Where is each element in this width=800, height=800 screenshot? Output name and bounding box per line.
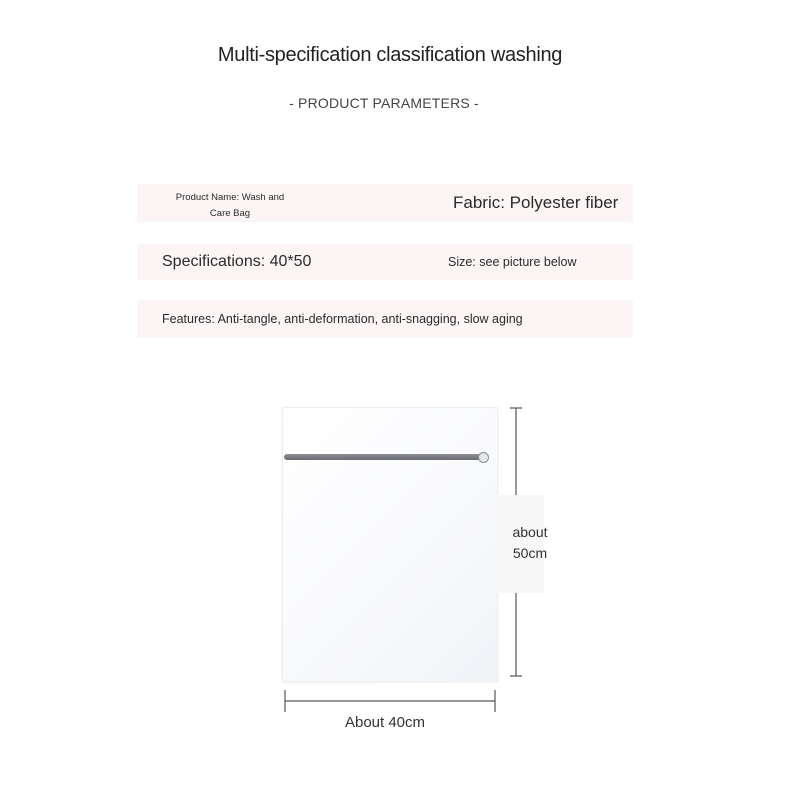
height-label: about 50cm: [512, 524, 548, 561]
width-label: About 40cm: [344, 714, 426, 731]
size: Size: see picture below: [448, 255, 577, 269]
fabric: Fabric: Polyester fiber: [453, 193, 619, 212]
specifications: Specifications: 40*50: [162, 253, 312, 270]
page-title: Multi-specification classification washing: [217, 44, 563, 66]
product-name: Product Name: Wash and Care Bag: [175, 192, 285, 219]
features: Features: Anti-tangle, anti-deformation, anti-snagging, slow aging: [162, 312, 523, 326]
section-subtitle: - PRODUCT PARAMETERS -: [289, 95, 479, 111]
